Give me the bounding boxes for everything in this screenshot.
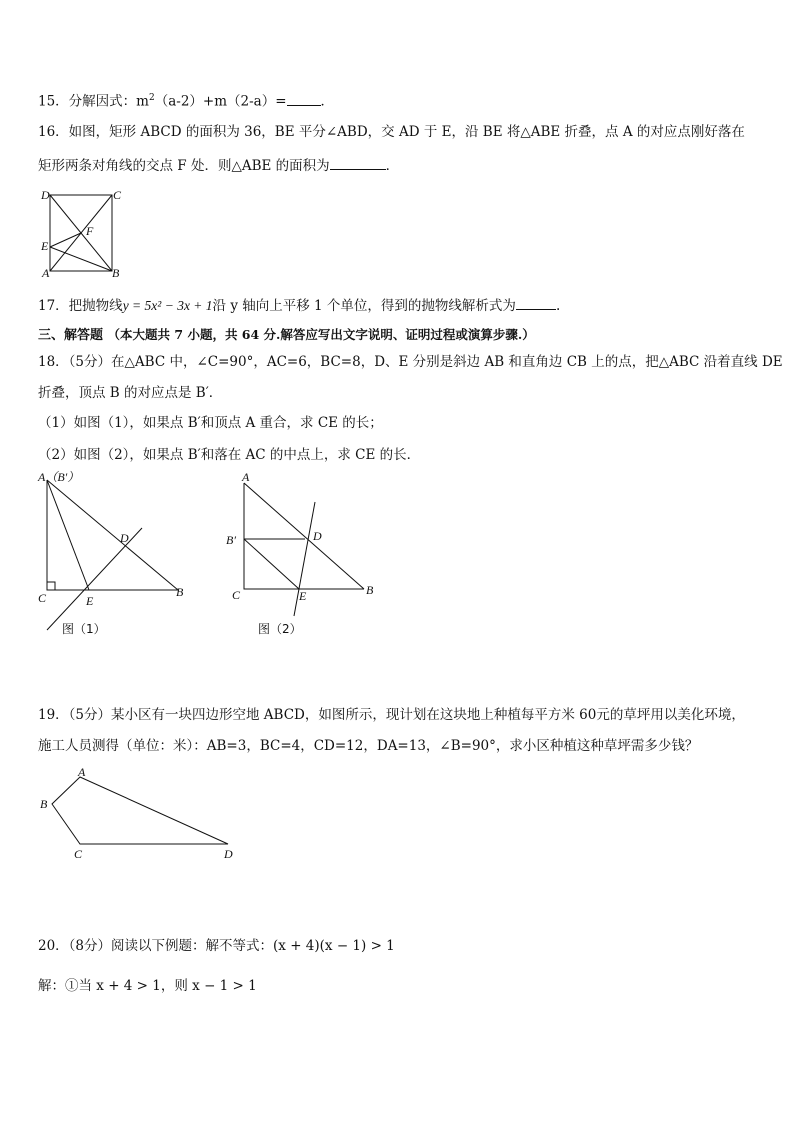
q16-line2-text: 矩形两条对角线的交点 F 处．则△ABE 的面积为 (38, 158, 330, 174)
q16-answer-blank[interactable] (330, 155, 386, 170)
question-16-line2 (38, 155, 399, 176)
q16-rectangle-figure (40, 185, 130, 280)
q19-quadrilateral-figure (36, 764, 256, 864)
fig1-label-e: E (86, 594, 94, 608)
q16-label-b: B (112, 266, 120, 280)
q16-line1: 16．如图，矩形 ABCD 的面积为 36，BE 平分∠ABD，交 AD 于 E，沿 BE 将△ABE 折叠，点 A 的对应点刚好落在 (38, 124, 745, 140)
q18-line2: 折叠，顶点 B 的对应点是 B′． (38, 385, 223, 401)
q16-suffix: ． (385, 158, 400, 174)
section-3-note: （本大题共 7 小题，共 64 分.解答应写出文字说明、证明过程或演算步骤.） (107, 327, 535, 342)
q17-middle: 沿 y 轴向上平移 1 个单位，得到的抛物线解析式为 (212, 298, 516, 314)
q17-formula: y = 5x² − 3x + 1 (122, 298, 213, 313)
q19-line1: 19．（5分）某小区有一块四边形空地 ABCD，如图所示，现计划在这块地上种植每平方米 60元的草坪用以美化环境， (38, 707, 745, 723)
fig2-segment-bpe (244, 539, 299, 589)
fig1-label-a: A（B′） (38, 470, 80, 484)
q15-exponent: 2 (148, 93, 155, 103)
q19-label-a: A (78, 765, 86, 779)
fig2-label-a: A (242, 470, 250, 484)
fig1-label-c: C (38, 591, 47, 605)
q18-figure-2 (222, 468, 392, 643)
fig2-label-e: E (299, 589, 307, 603)
q20-line2: 解：①当 x + 4 > 1，则 x − 1 > 1 (38, 978, 257, 994)
question-15 (38, 88, 334, 112)
q18-part2: （2）如图（2），如果点 B′和落在 AC 的中点上，求 CE 的长． (38, 447, 421, 463)
q19-label-c: C (74, 847, 83, 861)
q19-line2: 施工人员测得（单位：米）：AB=3，BC=4，CD=12，DA=13，∠B=90°，求小区种植这种草坪需多少钱？ (38, 738, 699, 754)
section-3-title: 三、解答题 (38, 328, 104, 343)
q16-label-a: A (42, 266, 50, 280)
fig2-label-b: B (366, 583, 374, 597)
fig2-caption: 图（2） (258, 622, 302, 636)
fig1-label-b: B (176, 585, 184, 599)
fig1-caption: 图（1） (62, 622, 106, 636)
q19-label-d: D (224, 847, 233, 861)
fig2-label-d: D (313, 529, 322, 543)
section-3-heading (38, 325, 535, 346)
q18-part1: （1）如图（1），如果点 B′和顶点 A 重合，求 CE 的长； (38, 415, 383, 431)
q16-label-d: D (41, 188, 50, 202)
q16-label-c: C (113, 188, 122, 202)
q18-figure-1 (30, 468, 200, 643)
fig2-hypotenuse-ab (244, 483, 364, 589)
q20-line1: 20．（8分）阅读以下例题：解不等式：(x + 4)(x − 1) > 1 (38, 938, 395, 954)
question-17 (38, 295, 560, 316)
q19-quadrilateral-abcd (52, 777, 228, 844)
q18-line1: 18．（5分）在△ABC 中，∠C=90°，AC=6，BC=8，D、E 分别是斜边 AB 和直角边 CB 上的点，把△ABC 沿着直线 DE (38, 354, 783, 370)
fig2-label-c: C (232, 588, 241, 602)
q19-label-b: B (40, 797, 48, 811)
q15-answer-blank[interactable] (287, 91, 321, 106)
q15-prefix: 15．分解因式：m (38, 93, 149, 110)
q17-prefix: 17．把抛物线 (38, 298, 123, 314)
q15-middle: （a-2）+m（2-a）= (154, 93, 287, 110)
q16-label-e: E (41, 239, 49, 253)
fig1-right-angle-mark (47, 582, 55, 590)
fig1-label-d: D (120, 531, 129, 545)
q17-suffix: . (555, 298, 561, 314)
q15-suffix: ． (320, 93, 335, 110)
q16-segment-ef (50, 233, 81, 247)
fig1-hypotenuse-ab (47, 480, 178, 590)
q16-label-f: F (86, 224, 94, 238)
q17-answer-blank[interactable] (516, 295, 556, 310)
fig2-label-bprime: B′ (226, 533, 236, 547)
fig1-segment-ae (47, 480, 89, 590)
